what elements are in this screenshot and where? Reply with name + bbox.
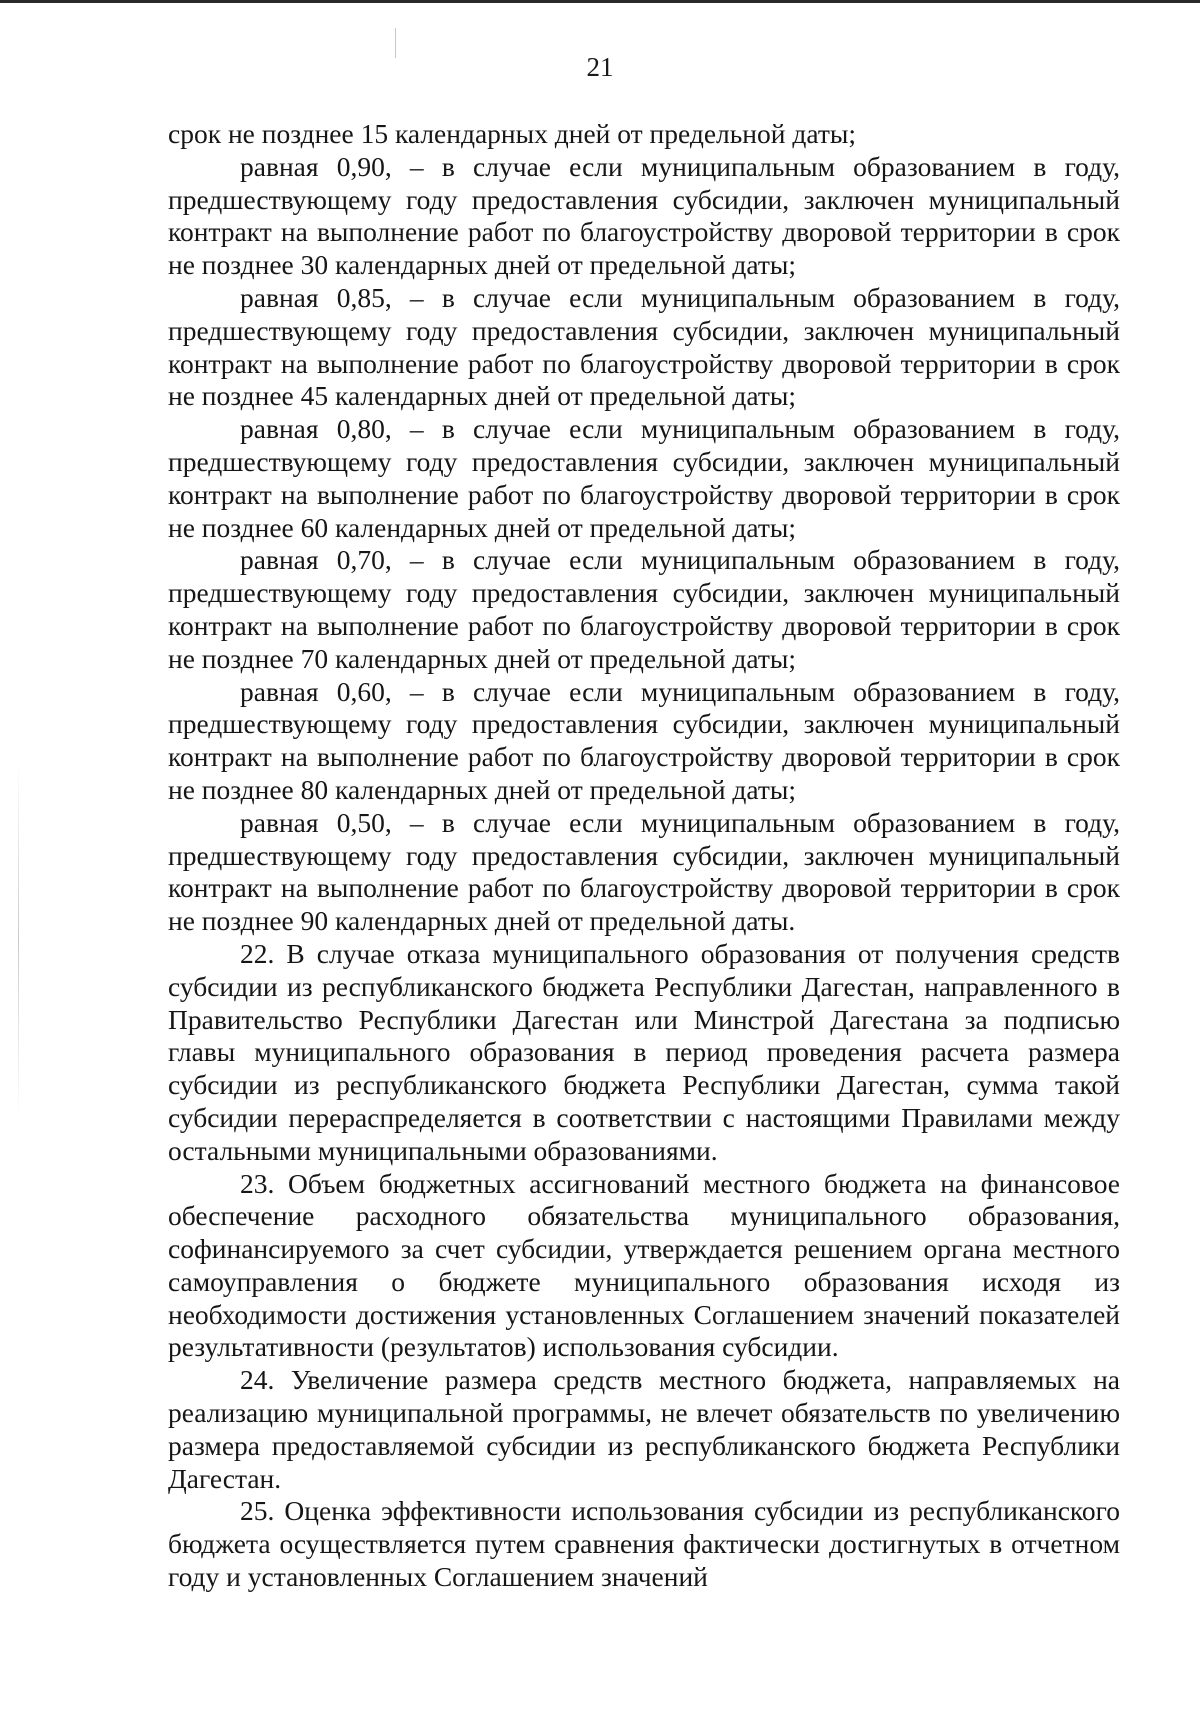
- paragraph: равная 0,50, – в случае если муниципальным образованием в году, предшествующему году предоставления субсидии, заключен муниципальный контракт на выполнение работ по благоустройству дворовой территории в срок не позднее 90 календарных дней от предельной даты.: [168, 806, 1120, 937]
- scan-artifact-left: [18, 760, 19, 1120]
- paragraph: срок не позднее 15 календарных дней от предельной даты;: [168, 118, 856, 149]
- page-number: 21: [586, 52, 614, 82]
- scan-top-edge: [0, 0, 1200, 3]
- paragraph-item-24: 24. Увеличение размера средств местного бюджета, направляемых на реализацию муниципальной программы, не влечет обязательств по увеличению размера предоставляемой субсидии из республиканского бюджета Республики Дагестан.: [168, 1364, 1120, 1494]
- paragraph: равная 0,80, – в случае если муниципальным образованием в году, предшествующему году предоставления субсидии, заключен муниципальный контракт на выполнение работ по благоустройству дворовой территории в срок не позднее 60 календарных дней от предельной даты;: [168, 413, 1120, 543]
- paragraph: равная 0,60, – в случае если муниципальным образованием в году, предшествующему году предоставления субсидии, заключен муниципальный контракт на выполнение работ по благоустройству дворовой территории в срок не позднее 80 календарных дней от предельной даты;: [168, 675, 1120, 805]
- paragraph-item-25: 25. Оценка эффективности использования субсидии из республиканского бюджета осуществляется путем сравнения фактически достигнутых в отчетном году и установленных Соглашением значений: [168, 1495, 1120, 1593]
- paragraph: равная 0,90, – в случае если муниципальным образованием в году, предшествующему году предоставления субсидии, заключен муниципальный контракт на выполнение работ по благоустройству дворовой территории в срок не позднее 30 календарных дней от предельной даты;: [168, 150, 1120, 281]
- paragraph: равная 0,70, – в случае если муниципальным образованием в году, предшествующему году предоставления субсидии, заключен муниципальный контракт на выполнение работ по благоустройству дворовой территории в срок не позднее 70 календарных дней от предельной даты;: [168, 544, 1120, 674]
- body-text: [168, 118, 1120, 1594]
- paragraph-item-22: 22. В случае отказа муниципального образования от получения средств субсидии из республиканского бюджета Республики Дагестан, направленного в Правительство Республики Дагестан или Минстрой Дагестана за подписью главы муниципального образования в период проведения расчета размера субсидии из республиканского бюджета Республики Дагестан, сумма такой субсидии перераспределяется в соответствии с настоящими Правилами между остальными муниципальными образованиями.: [168, 937, 1120, 1166]
- paragraph-item-23: 23. Объем бюджетных ассигнований местного бюджета на финансовое обеспечение расходного обязательства муниципального образования, софинансируемого за счет субсидии, утверждается решением органа местного самоуправления о бюджете муниципального образования исходя из необходимости достижения установленных Соглашением значений показателей результативности (результатов) использования субсидии.: [168, 1167, 1120, 1363]
- paragraph: равная 0,85, – в случае если муниципальным образованием в году, предшествующему году предоставления субсидии, заключен муниципальный контракт на выполнение работ по благоустройству дворовой территории в срок не позднее 45 календарных дней от предельной даты;: [168, 281, 1120, 412]
